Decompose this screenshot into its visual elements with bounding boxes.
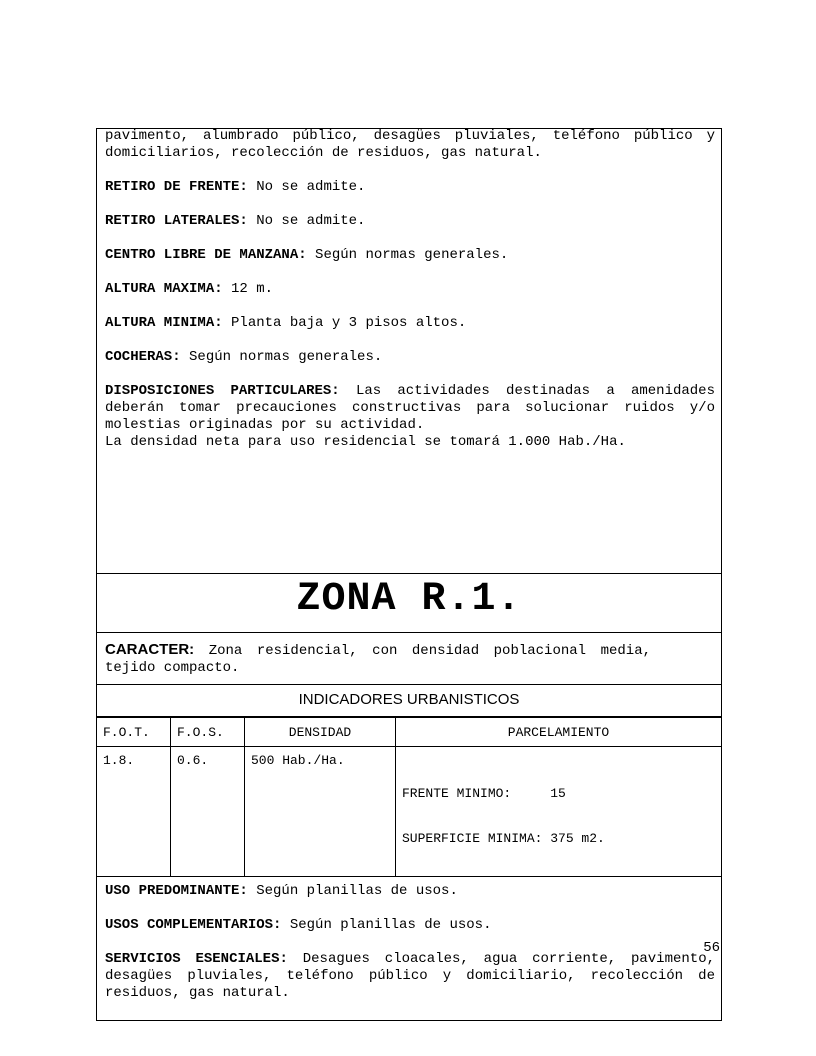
altura-minima: ALTURA MINIMA: Planta baja y 3 pisos altos. [105, 315, 467, 331]
caracter-section [96, 633, 722, 685]
zone-title: ZONA R.1. [96, 573, 722, 633]
zone-document [96, 128, 722, 1021]
density-note: La densidad neta para uso residencial se tomará 1.000 Hab./Ha. [105, 434, 626, 450]
indicators-table [96, 717, 722, 877]
header-fos: F.O.S. [171, 718, 245, 747]
value-parcelamiento [396, 747, 722, 877]
header-parcelamiento: PARCELAMIENTO [396, 718, 722, 747]
page-number: 56 [703, 940, 720, 956]
altura-maxima: ALTURA MAXIMA: 12 m. [105, 281, 274, 297]
table-header-row [97, 718, 722, 747]
retiro-laterales: RETIRO LATERALES: No se admite. [105, 213, 366, 229]
header-densidad: DENSIDAD [245, 718, 396, 747]
caracter-label: CARACTER: [105, 641, 195, 658]
cocheras: COCHERAS: Según normas generales. [105, 349, 383, 365]
indicators-title: INDICADORES URBANISTICOS [96, 685, 722, 717]
value-fos: 0.6. [171, 747, 245, 877]
centro-libre-manzana: CENTRO LIBRE DE MANZANA: Según normas generales. [105, 247, 509, 263]
uso-predominante: USO PREDOMINANTE: Según planillas de usos. [105, 883, 458, 899]
superficie-minima: SUPERFICIE MINIMA: 375 m2. [402, 831, 605, 846]
retiro-frente: RETIRO DE FRENTE: No se admite. [105, 179, 366, 195]
value-densidad: 500 Hab./Ha. [245, 747, 396, 877]
value-fot: 1.8. [97, 747, 171, 877]
caracter-text: Zona residencial, con densidad poblacional media, tejido compacto. [105, 643, 651, 676]
servicios-esenciales: SERVICIOS ESENCIALES: Desagues cloacales, agua corriente, pavimento, desagües pluviales, teléfono público y domiciliario, recolección de residuos, gas natural. [105, 951, 715, 1001]
disposiciones-particulares: DISPOSICIONES PARTICULARES: Las actividades destinadas a amenidades deberán tomar precauciones constructivas para solucionar ruidos y/o molestias originadas por su actividad. [105, 383, 715, 433]
previous-zone-section [96, 128, 722, 573]
table-row [97, 747, 722, 877]
continuation-text: pavimento, alumbrado público, desagües pluviales, teléfono público y domiciliarios, recolección de residuos, gas natural. [105, 128, 715, 161]
usos-section [96, 877, 722, 1021]
section-top-border [97, 128, 721, 129]
header-fot: F.O.T. [97, 718, 171, 747]
frente-minimo: FRENTE MINIMO: 15 [402, 786, 566, 801]
usos-complementarios: USOS COMPLEMENTARIOS: Según planillas de usos. [105, 917, 492, 933]
